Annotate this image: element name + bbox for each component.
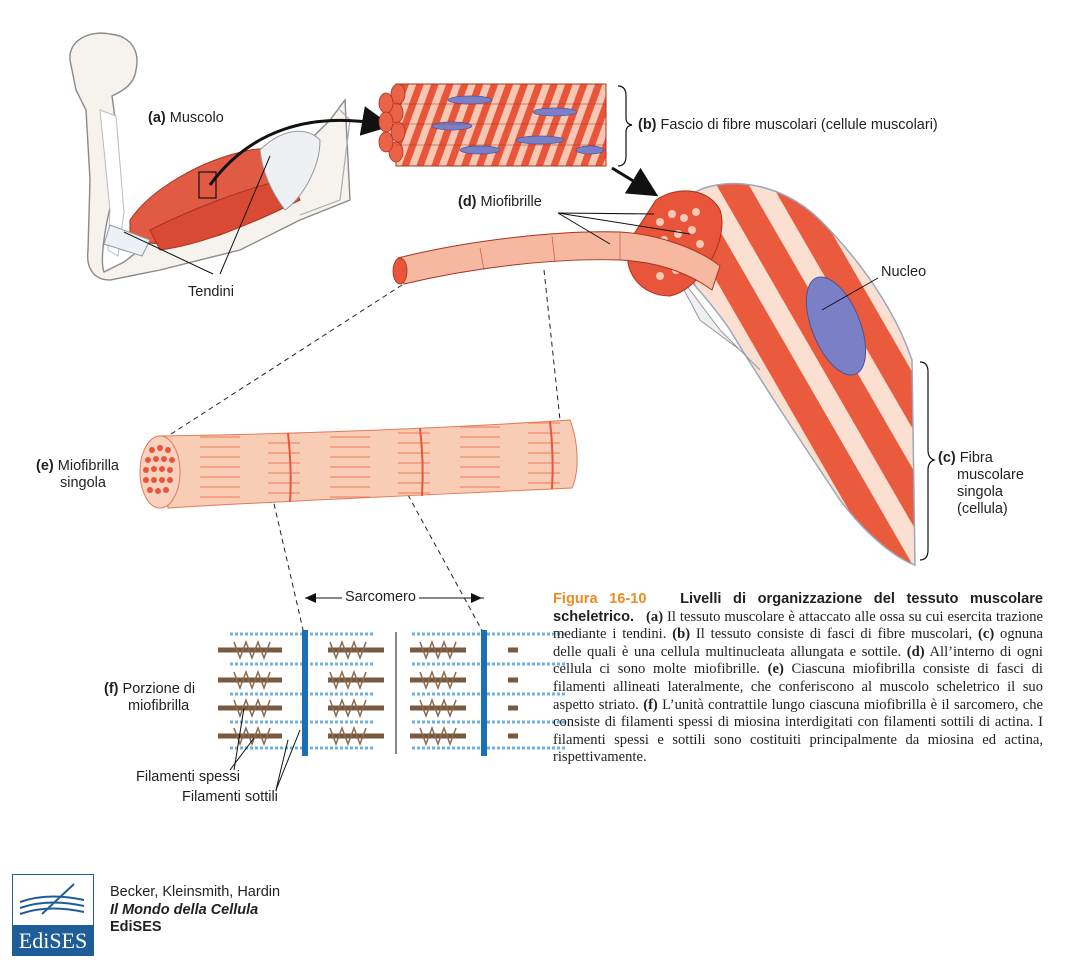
- fascicle-drawing: [379, 84, 632, 166]
- fiber-drawing: [627, 184, 934, 565]
- authors: Becker, Kleinsmith, Hardin: [110, 884, 281, 900]
- label-sarcomere: Sarcomero: [342, 589, 419, 606]
- label-tendons: Tendini: [188, 284, 234, 300]
- book-credits: [110, 884, 280, 937]
- book-title: Il Mondo della Cellula: [110, 901, 259, 918]
- logo-text: EdiSES: [18, 928, 88, 953]
- label-f: (f) Porzione di miofibrilla: [104, 681, 196, 714]
- arrow-b-to-c: [612, 168, 648, 190]
- label-e: (e) Miofibrilla singola: [36, 458, 120, 491]
- sarcomere-drawing: [218, 593, 565, 790]
- label-nucleus: Nucleo: [881, 264, 927, 280]
- single-myofibril-drawing: [140, 420, 577, 508]
- label-a: (a) Muscolo: [148, 110, 224, 126]
- label-b: (b) Fascio di fibre muscolari (cellule muscolari): [638, 117, 938, 133]
- caption-title: Livelli di organizzazione del tessuto muscolare scheletrico.: [553, 591, 1043, 625]
- label-thin-filaments: Filamenti sottili: [182, 789, 278, 805]
- publisher-logo: [12, 874, 94, 956]
- label-d: (d) Miofibrille: [458, 194, 542, 210]
- figure-caption: Figura 16-10 Livelli di organizzazione del tessuto muscolare scheletrico. (a) Il tessuto muscolare è attaccato alle ossa su cui esercita trazione mediante i tendini. (b) Il tessuto consiste di fasci di fibre muscolari, (c) ognuna delle quali è una cellula multinucleata allungata e sottile. (d) All’interno di ogni cellula ci sono molte miofibrille. (e) Ciascuna miofibrilla consiste di fasci di filamenti allineati lateralmente, che conferiscono al muscolo scheletrico il suo aspetto striato. (f) L’unità contrattile lungo ciascuna miofibrilla è il sarcomero, che consiste di filamenti spessi di miosina interdigitati con filamenti sottili di actina. I filamenti spessi e sottili sono costituiti principalmente da miosina ed actina, rispettivamente.: [553, 591, 1043, 766]
- figure-number: Figura 16-10: [553, 591, 647, 607]
- arm-drawing: [70, 33, 350, 280]
- label-thick-filaments: Filamenti spessi: [136, 769, 240, 785]
- publisher-name: EdiSES: [110, 919, 162, 935]
- label-c: (c) Fibra muscolare singola (cellula): [938, 450, 1024, 517]
